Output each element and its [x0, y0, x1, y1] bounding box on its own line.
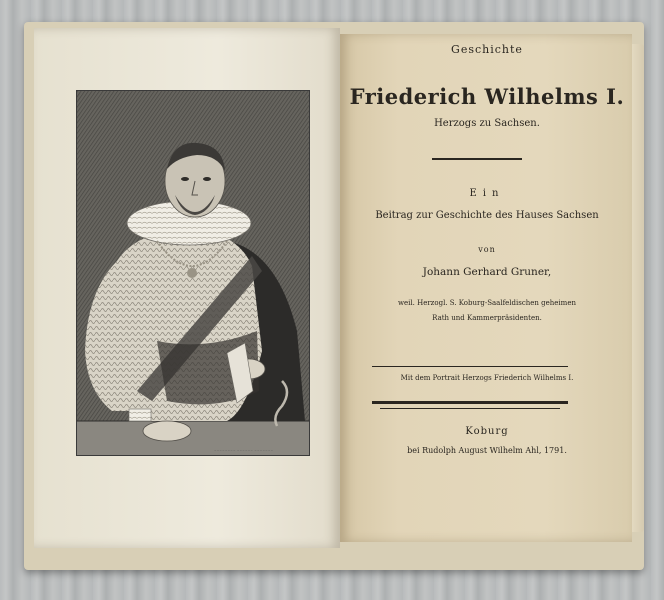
author-title-line1: weil. Herzogl. S. Koburg-Saalfeldischen geheimen	[398, 299, 576, 307]
divider-short	[432, 158, 522, 160]
divider-thick	[372, 401, 568, 404]
text-beitrag: Beitrag zur Geschichte des Hauses Sachsen	[375, 210, 599, 221]
subtitle: Herzogs zu Sachsen.	[434, 118, 540, 129]
portrait-engraving	[76, 90, 310, 456]
engraver-credit: ~~~~~~~~ ~~~~~~ ~~~~~~~	[214, 448, 274, 452]
author-title-line2: Rath und Kammerpräsidenten.	[432, 314, 542, 322]
text-ein: Ein	[469, 188, 505, 199]
title-line-geschichte: Geschichte	[451, 43, 523, 56]
author-name: Johann Gerhard Gruner,	[422, 266, 552, 278]
text-von: von	[478, 245, 496, 254]
main-title: Friederich Wilhelms I.	[349, 84, 625, 109]
divider-thin-bottom	[380, 408, 560, 409]
author-title	[346, 296, 628, 326]
divider-thin-top	[372, 366, 568, 367]
title-page	[340, 34, 632, 542]
imprint-city: Koburg	[465, 426, 509, 437]
portrait-note: Mit dem Portrait Herzogs Friederich Wilhelms I.	[400, 374, 574, 382]
imprint-publisher: bei Rudolph August Wilhelm Ahl, 1791.	[407, 446, 567, 455]
